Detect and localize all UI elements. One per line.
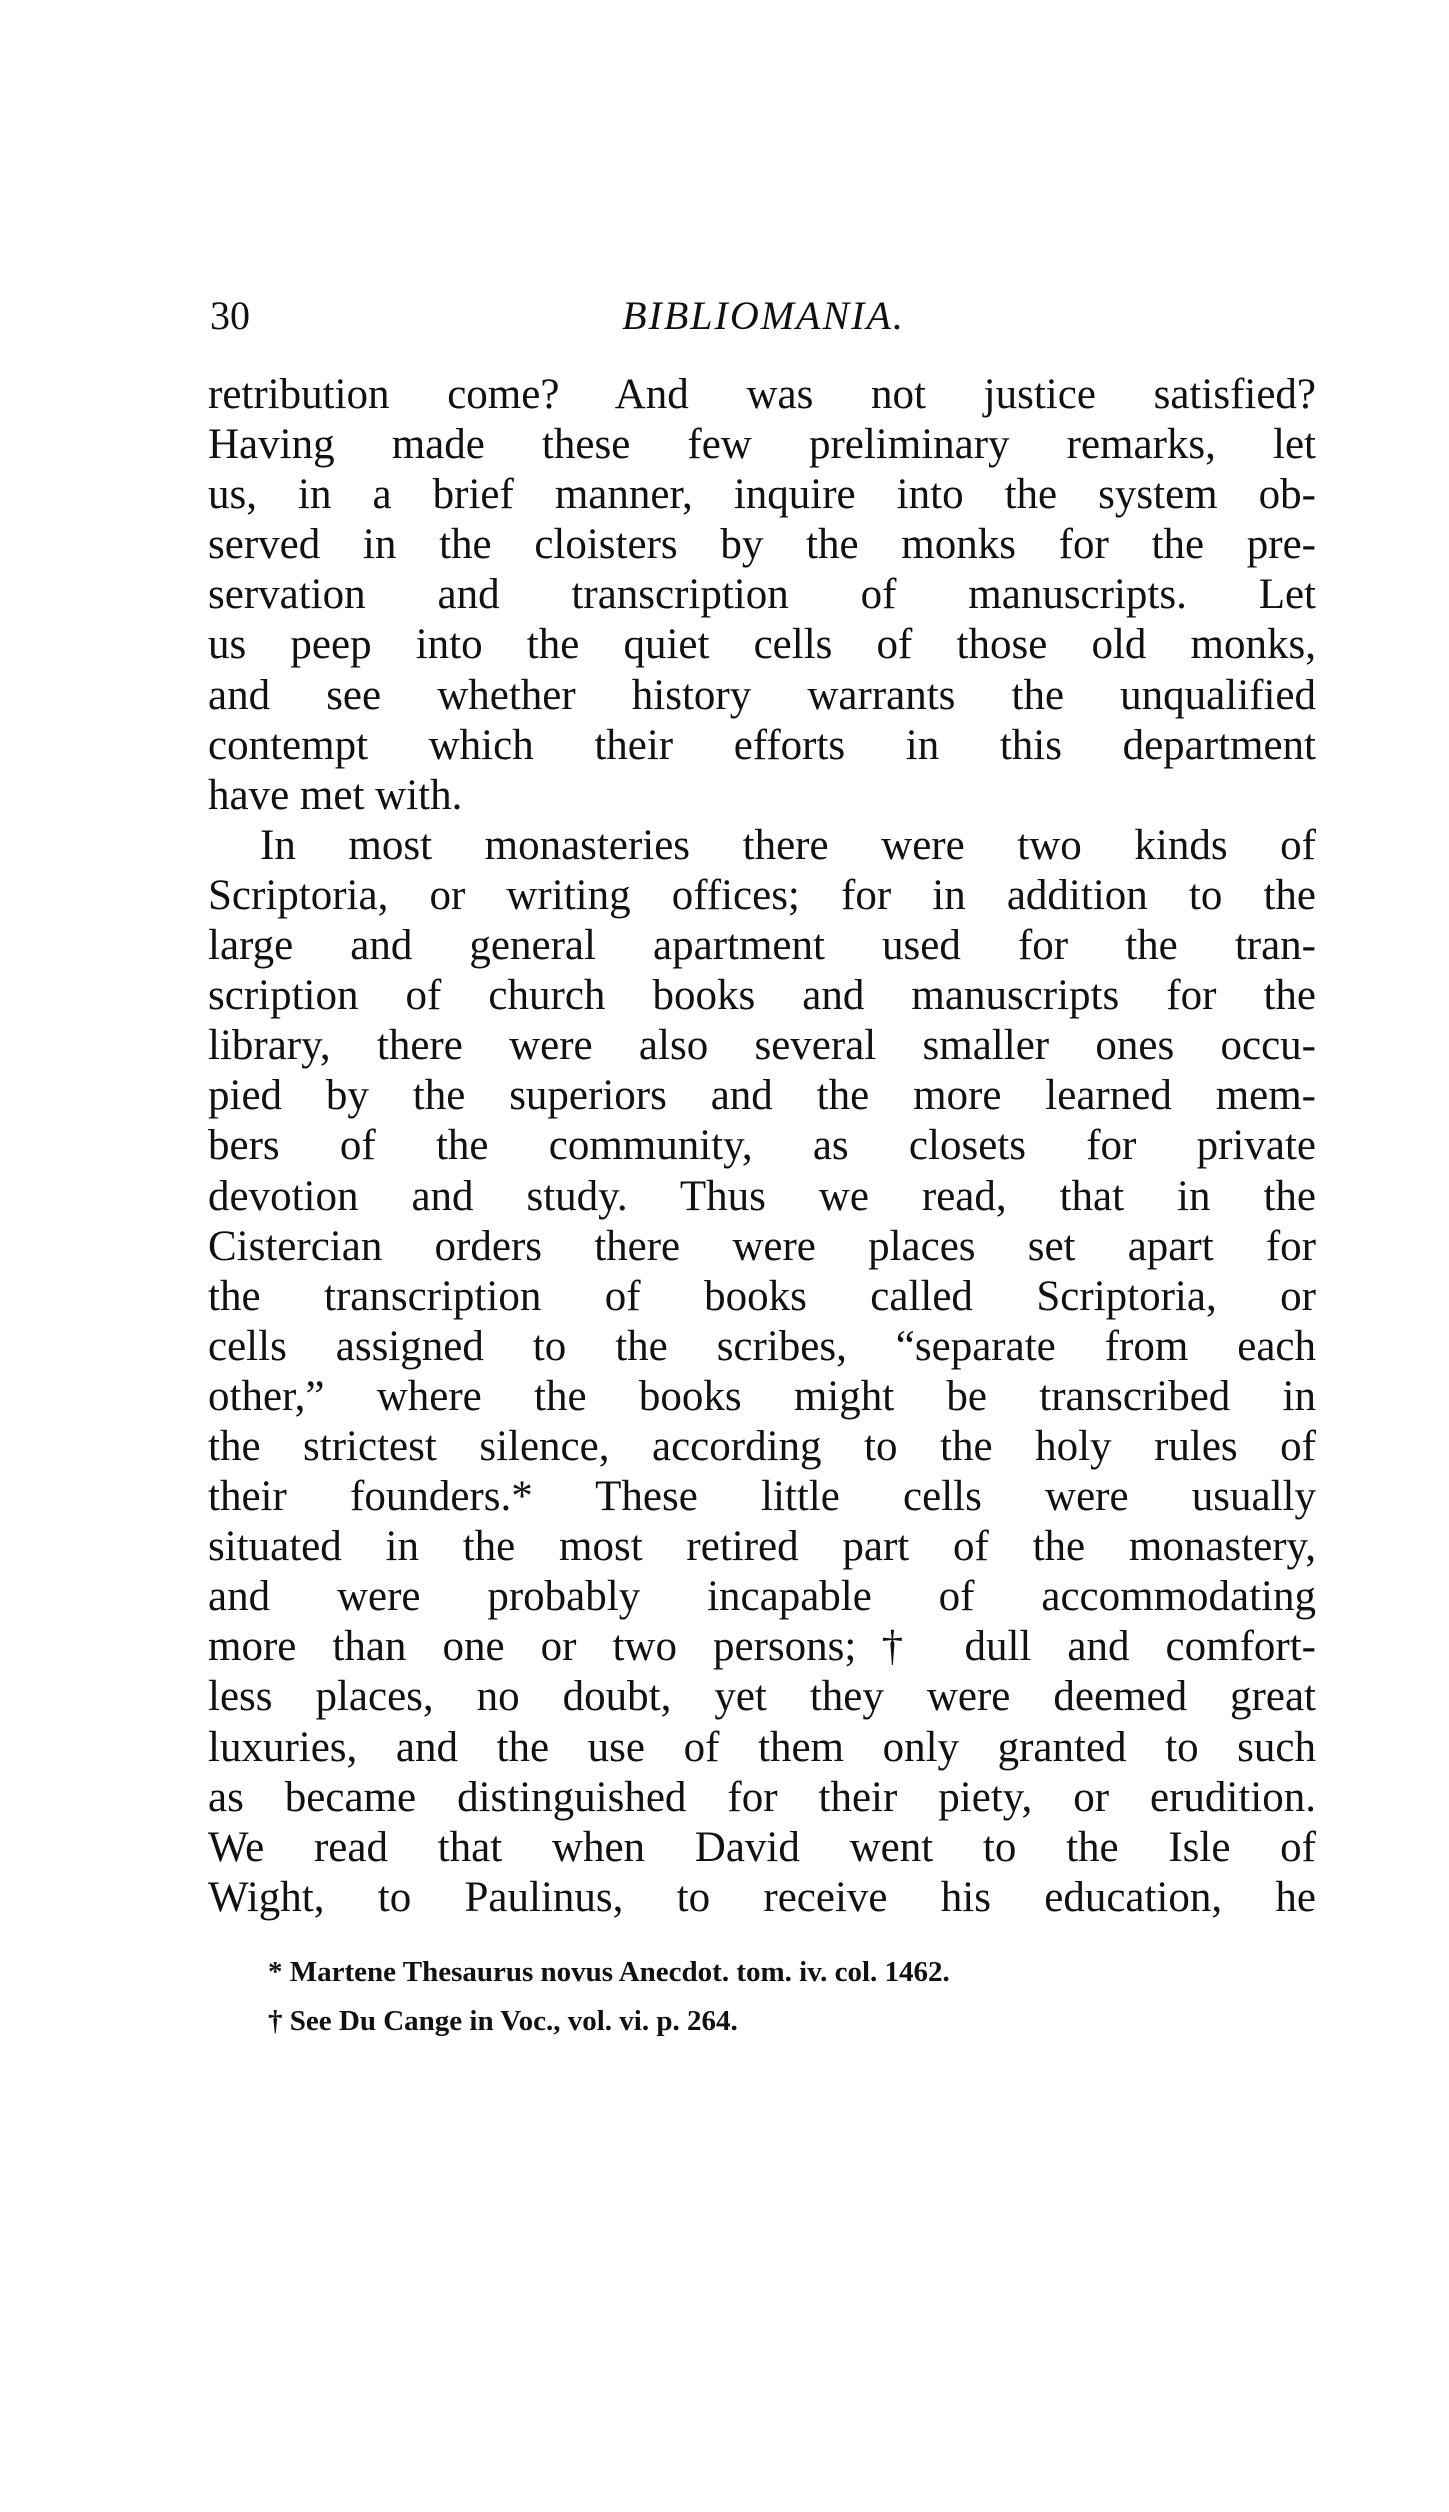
text-line-content: and were probably incapable of accommodating xyxy=(208,1573,1316,1621)
text-line xyxy=(208,671,1316,721)
text-line xyxy=(208,1121,1316,1171)
text-line-content: have met with. xyxy=(208,771,463,819)
text-line-content: In most monasteries there were two kinds of xyxy=(260,821,1316,869)
text-line xyxy=(208,470,1316,520)
text-line-content: and see whether history warrants the unqualified xyxy=(208,671,1316,719)
text-line-content: devotion and study. Thus we read, that in the xyxy=(208,1172,1316,1220)
text-line xyxy=(208,570,1316,620)
page-header xyxy=(210,292,1317,348)
text-line xyxy=(208,1021,1316,1071)
text-line-content: contempt which their efforts in this department xyxy=(208,721,1316,769)
text-line-content: their founders.* These little cells were usually xyxy=(208,1473,1316,1521)
text-line-content: retribution come? And was not justice satisfied? xyxy=(208,371,1316,418)
text-line-content: cells assigned to the scribes, “separate from each xyxy=(208,1322,1316,1370)
text-line xyxy=(208,771,1316,821)
running-title: BIBLIOMANIA. xyxy=(622,293,905,338)
text-line xyxy=(208,1723,1316,1773)
text-line xyxy=(208,370,1316,420)
text-line-content: Scriptoria, or writing offices; for in addition to the xyxy=(208,871,1316,919)
text-line xyxy=(208,1322,1316,1372)
text-line xyxy=(208,420,1316,470)
text-line-content: Wight, to Paulinus, to receive his education, he xyxy=(208,1873,1316,1921)
text-line-content: more than one or two persons;† dull and comfort- xyxy=(208,1623,1316,1671)
text-line xyxy=(208,1823,1316,1873)
text-line-content: scription of church books and manuscripts for the xyxy=(208,972,1316,1020)
text-line-content: us, in a brief manner, inquire into the system ob- xyxy=(208,471,1316,519)
footnote-asterisk: * Martene Thesaurus novus Anecdot. tom. iv. col. 1462. xyxy=(268,1956,950,1988)
text-line xyxy=(208,520,1316,570)
text-line xyxy=(208,1071,1316,1121)
text-line-content: luxuries, and the use of them only granted to such xyxy=(208,1723,1316,1771)
text-line xyxy=(208,1572,1316,1622)
text-line xyxy=(208,1522,1316,1572)
text-line-content: as became distinguished for their piety, or erudition. xyxy=(208,1773,1316,1821)
text-line xyxy=(208,1372,1316,1422)
text-line-content: less places, no doubt, yet they were deemed great xyxy=(208,1673,1316,1721)
text-line-content: the transcription of books called Scriptoria, or xyxy=(208,1272,1316,1320)
page-number: 30 xyxy=(210,293,250,338)
footnote-dagger: † See Du Cange in Voc., vol. vi. p. 264. xyxy=(268,2005,738,2037)
text-line xyxy=(208,1472,1316,1522)
text-line-content: us peep into the quiet cells of those old monks, xyxy=(208,621,1316,669)
text-line-content: other,” where the books might be transcribed in xyxy=(208,1372,1316,1420)
text-line xyxy=(208,921,1316,971)
text-line xyxy=(208,620,1316,670)
text-line xyxy=(208,1272,1316,1322)
text-line xyxy=(208,721,1316,771)
text-line-content: the strictest silence, according to the holy rules of xyxy=(208,1422,1316,1470)
text-line xyxy=(208,1422,1316,1472)
text-line-content: large and general apartment used for the tran- xyxy=(208,922,1316,970)
text-line-content: Having made these few preliminary remarks, let xyxy=(208,421,1316,469)
text-line xyxy=(208,1672,1316,1722)
text-line xyxy=(208,1773,1316,1823)
body-text xyxy=(208,370,1316,1923)
text-line-content: servation and transcription of manuscripts. Let xyxy=(208,571,1316,619)
text-line xyxy=(208,821,1316,871)
footnotes xyxy=(268,1948,1268,2046)
text-line xyxy=(208,1222,1316,1272)
text-line-content: situated in the most retired part of the monastery, xyxy=(208,1523,1316,1571)
text-line-content: Cistercian orders there were places set apart for xyxy=(208,1222,1316,1270)
text-line xyxy=(208,1873,1316,1923)
text-line xyxy=(208,971,1316,1021)
text-line xyxy=(208,1622,1316,1672)
text-line-content: We read that when David went to the Isle of xyxy=(208,1823,1316,1871)
text-line xyxy=(208,1172,1316,1222)
text-line xyxy=(208,871,1316,921)
text-line-content: bers of the community, as closets for private xyxy=(208,1122,1316,1170)
text-line-content: library, there were also several smaller ones occu- xyxy=(208,1022,1316,1070)
text-line-content: pied by the superiors and the more learned mem- xyxy=(208,1072,1316,1120)
text-line-content: served in the cloisters by the monks for the pre- xyxy=(208,521,1316,569)
